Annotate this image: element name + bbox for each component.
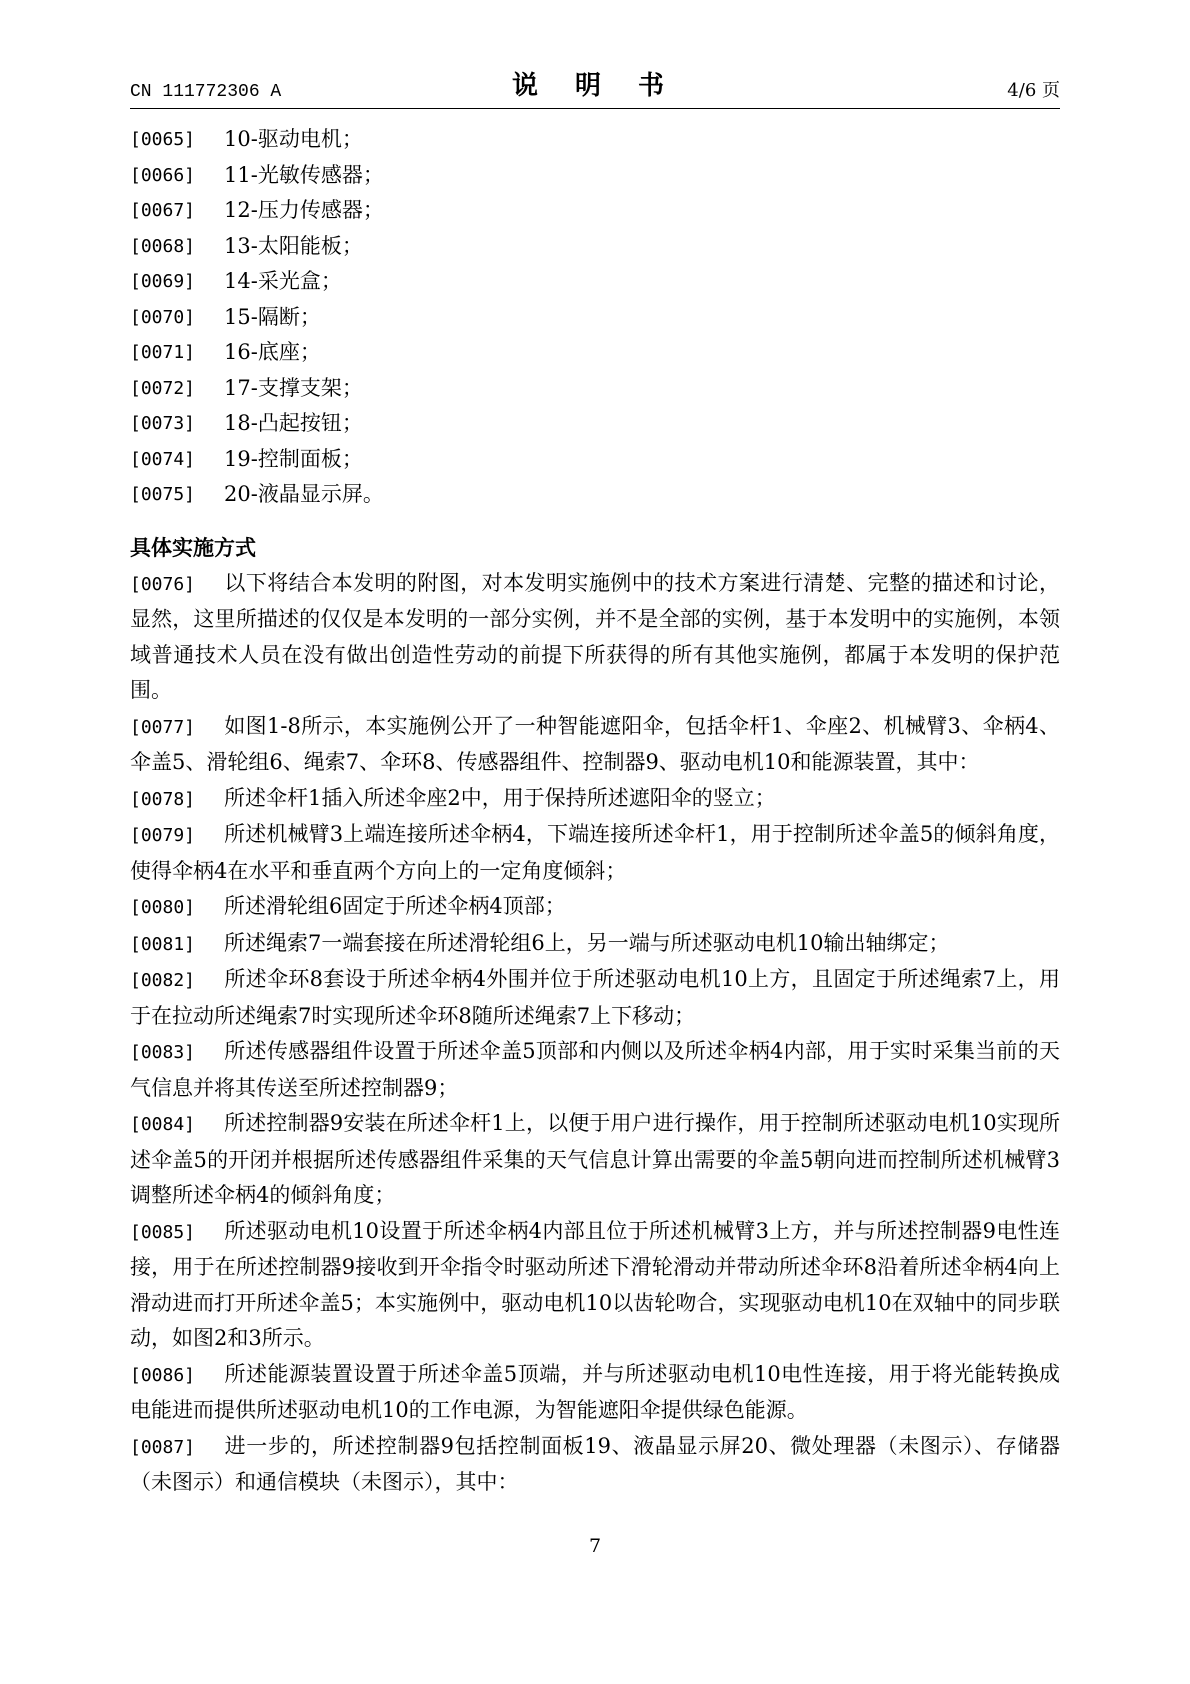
paragraph-text: 所述伞环8套设于所述伞柄4外围并位于所述驱动电机10上方，且固定于所述绳索7上，用于在拉动所述绳索7时实现所述伞环8随所述绳索7上下移动； xyxy=(130,967,1060,1028)
list-item xyxy=(130,335,1060,371)
paragraph-number: [0066] xyxy=(130,164,196,186)
paragraph xyxy=(130,817,1060,889)
paragraph-number: [0083] xyxy=(130,1042,196,1063)
list-item-text: 19-控制面板； xyxy=(224,446,363,471)
paragraph-number: [0071] xyxy=(130,342,196,363)
paragraph-number: [0078] xyxy=(130,788,196,810)
list-item xyxy=(130,477,1060,513)
paragraph-number: [0086] xyxy=(130,1364,196,1386)
page-number: 7 xyxy=(588,1535,602,1557)
paragraph-number: [0087] xyxy=(130,1436,196,1458)
paragraph-text: 所述绳索7一端套接在所述滑轮组6上，另一端与所述驱动电机10输出轴绑定； xyxy=(224,930,950,955)
paragraph xyxy=(130,1357,1060,1429)
list-item xyxy=(130,264,1060,300)
list-item xyxy=(130,371,1060,407)
paragraph xyxy=(130,962,1060,1034)
paragraph-number: [0085] xyxy=(130,1221,196,1243)
list-item xyxy=(130,442,1060,478)
paragraph-number: [0076] xyxy=(130,573,196,595)
paragraph-text: 以下将结合本发明的附图，对本发明实施例中的技术方案进行清楚、完整的描述和讨论，显然，这里所描述的仅仅是本发明的一部分实例，并不是全部的实例，基于本发明中的实施例，本领域普通技术人员在没有做出创造性劳动的前提下所获得的所有其他实施例，都属于本发明的保护范围。 xyxy=(130,570,1060,702)
paragraph-text: 所述控制器9安装在所述伞杆1上，以便于用户进行操作，用于控制所述驱动电机10实现所述伞盖5的开闭并根据所述传感器组件采集的天气信息计算出需要的伞盖5朝向进而控制所述机械臂3调整所述伞柄4的倾斜角度； xyxy=(130,1111,1060,1207)
paragraph xyxy=(130,1034,1060,1106)
paragraph-text: 所述驱动电机10设置于所述伞柄4内部且位于所述机械臂3上方，并与所述控制器9电性连接，用于在所述控制器9接收到开伞指令时驱动所述下滑轮滑动并带动所述伞环8沿着所述伞柄4向上滑动进而打开所述伞盖5；本实施例中，驱动电机10以齿轮吻合，实现驱动电机10在双轴中的同步联动，如图2和3所示。 xyxy=(130,1218,1060,1350)
paragraph-number: [0068] xyxy=(130,235,196,257)
document-body xyxy=(130,122,1060,1501)
paragraph-number: [0072] xyxy=(130,377,196,399)
list-item xyxy=(130,122,1060,158)
paragraph-text: 所述伞杆1插入所述伞座2中，用于保持所述遮阳伞的竖立； xyxy=(224,785,776,810)
list-item-text: 11-光敏传感器； xyxy=(224,162,384,187)
list-item-text: 14-采光盒； xyxy=(224,269,342,293)
paragraph-number: [0075] xyxy=(130,484,196,505)
patent-number: CN 111772306 A xyxy=(130,82,282,102)
paragraph xyxy=(130,1214,1060,1357)
list-item-text: 12-压力传感器； xyxy=(224,198,384,222)
list-item xyxy=(130,300,1060,336)
paragraph xyxy=(130,889,1060,926)
page-indicator: 4/6 页 xyxy=(1007,80,1060,101)
paragraph-number: [0073] xyxy=(130,413,196,434)
list-item-text: 18-凸起按钮； xyxy=(224,411,363,435)
paragraph-number: [0084] xyxy=(130,1114,196,1135)
list-item xyxy=(130,158,1060,194)
list-item-text: 16-底座； xyxy=(224,340,321,364)
paragraph-text: 所述滑轮组6固定于所述伞柄4顶部； xyxy=(224,894,566,918)
paragraph-number: [0067] xyxy=(130,200,196,221)
reference-list xyxy=(130,122,1060,513)
section-heading: 具体实施方式 xyxy=(130,535,256,560)
paragraph-number: [0077] xyxy=(130,716,196,738)
paragraph-number: [0074] xyxy=(130,448,196,470)
list-item-text: 10-驱动电机； xyxy=(224,127,363,151)
document-title: 说 明 书 xyxy=(511,71,679,101)
page-header xyxy=(130,60,1060,109)
paragraph xyxy=(130,781,1060,818)
list-item xyxy=(130,193,1060,229)
paragraph-number: [0079] xyxy=(130,825,196,846)
paragraph-text: 所述机械臂3上端连接所述伞柄4，下端连接所述伞杆1，用于控制所述伞盖5的倾斜角度，使得伞柄4在水平和垂直两个方向上的一定角度倾斜； xyxy=(130,822,1060,883)
paragraph xyxy=(130,709,1060,781)
paragraph-text: 进一步的，所述控制器9包括控制面板19、液晶显示屏20、微处理器（未图示）、存储器（未图示）和通信模块（未图示），其中： xyxy=(130,1433,1060,1494)
list-item xyxy=(130,406,1060,442)
paragraph-number: [0069] xyxy=(130,271,196,292)
list-item-text: 17-支撑支架； xyxy=(224,375,363,400)
paragraph-number: [0081] xyxy=(130,933,196,955)
list-item xyxy=(130,229,1060,265)
paragraph xyxy=(130,1106,1060,1214)
paragraph-text: 所述能源装置设置于所述伞盖5顶端，并与所述驱动电机10电性连接，用于将光能转换成电能进而提供所述驱动电机10的工作电源，为智能遮阳伞提供绿色能源。 xyxy=(130,1361,1060,1422)
paragraphs xyxy=(130,566,1060,1501)
paragraph xyxy=(130,1429,1060,1501)
paragraph-number: [0065] xyxy=(130,129,196,150)
paragraph xyxy=(130,566,1060,709)
paragraph-number: [0080] xyxy=(130,897,196,918)
paragraph-text: 所述传感器组件设置于所述伞盖5顶部和内侧以及所述伞柄4内部，用于实时采集当前的天气信息并将其传送至所述控制器9； xyxy=(130,1039,1060,1100)
list-item-text: 20-液晶显示屏。 xyxy=(224,482,384,506)
list-item-text: 15-隔断； xyxy=(224,304,321,329)
paragraph-number: [0070] xyxy=(130,306,196,328)
list-item-text: 13-太阳能板； xyxy=(224,233,363,258)
paragraph-number: [0082] xyxy=(130,970,196,991)
paragraph-text: 如图1-8所示，本实施例公开了一种智能遮阳伞，包括伞杆1、伞座2、机械臂3、伞柄4、伞盖5、滑轮组6、绳索7、伞环8、传感器组件、控制器9、驱动电机10和能源装置，其中： xyxy=(130,713,1060,774)
paragraph xyxy=(130,926,1060,963)
